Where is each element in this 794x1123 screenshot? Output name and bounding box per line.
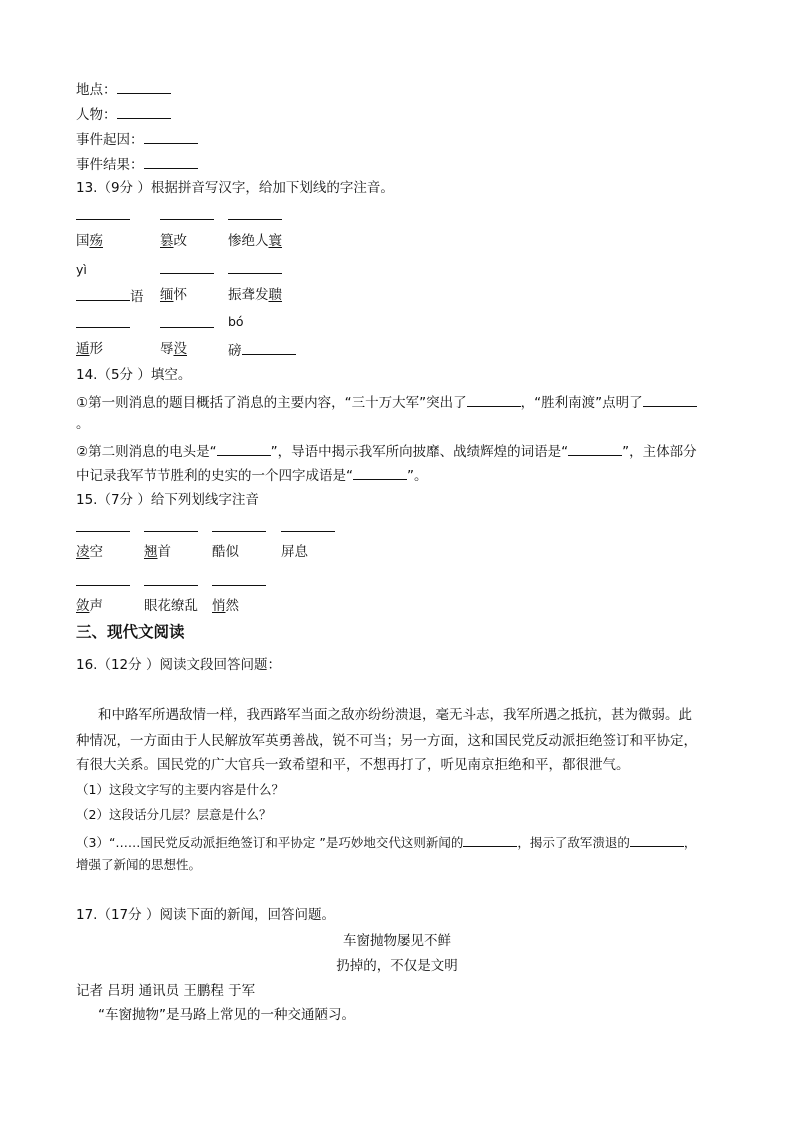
q13-blank-5[interactable] [228,259,282,274]
q13-blank-3[interactable] [228,205,282,220]
q13-blank-2[interactable] [160,205,214,220]
q15-word-3: 酷似 [212,544,239,560]
location-field [76,79,171,99]
q15-blank-2[interactable] [144,517,198,532]
news-headline: 车窗抛物屡见不鲜 [343,933,451,949]
q17-title: 17.（17分 ）阅读下面的新闻，回答问题。 [76,907,335,923]
characters-field [76,104,171,124]
q16-paragraph-line-1: 和中路军所遇敌情一样，我西路军当面之敌亦纷纷溃退，毫无斗志，我军所遇之抵抗，甚为微弱。此 [98,707,692,723]
q13-word-2: 篡改 [160,233,187,249]
q13-word-7: 遁形 [76,341,103,357]
q13-blank-6[interactable] [76,286,130,301]
q14-title: 14.（5分 ）填空。 [76,367,192,383]
q16-paragraph-line-3: 有很大关系。国民党的广大官兵一致希望和平，不想再打了，听见南京拒绝和平，都很泄气。 [76,757,630,773]
q13-blank-9[interactable] [242,340,296,355]
q15-blank-1[interactable] [76,517,130,532]
section-heading: 三、现代文阅读 [76,623,185,641]
q13-blank-7[interactable] [76,313,130,328]
q13-blank-1[interactable] [76,205,130,220]
q15-word-7: 悄然 [212,598,239,614]
q13-word-8: 辱没 [160,341,187,357]
q13-word-5: 缅怀 [160,287,187,303]
q14-blank-4[interactable] [568,441,622,456]
q16-sub-question-3: （3）“……国民党反动派拒绝签订和平协定 ”是巧妙地交代这则新闻的 ，揭示了敌军溃退的 ， [76,832,696,852]
location-blank[interactable] [117,79,171,94]
q14-line-3: 中记录我军节节胜利的史实的一个四字成语是“ ”。 [76,465,428,485]
cause-field [76,129,198,149]
q16-title: 16.（12分 ）阅读文段回答问题： [76,657,281,673]
cause-blank[interactable] [144,129,198,144]
q16-blank-2[interactable] [630,832,684,847]
pinyin-bo: bó [228,314,244,329]
result-label: 事件结果： [76,157,144,173]
q15-word-1: 凌空 [76,544,103,560]
q15-word-4: 屏息 [281,544,308,560]
q13-word-4: 语 [76,286,144,306]
q13-word-3: 惨绝人寰 [228,233,282,249]
q15-blank-7[interactable] [212,571,266,586]
news-subheadline: 扔掉的，不仅是文明 [336,958,458,974]
q14-blank-5[interactable] [353,465,407,480]
q14-blank-3[interactable] [217,441,271,456]
q13-word-6: 振聋发聩 [228,287,282,303]
q14-blank-2[interactable] [643,392,697,407]
news-first-sentence: “车窗抛物”是马路上常见的一种交通陋习。 [98,1007,355,1023]
news-byline: 记者 吕玥 通讯员 王鹏程 于军 [76,983,256,999]
q14-line-1: ①第一则消息的题目概括了消息的主要内容，“三十万大军”突出了 ，“胜利南渡”点明了 [76,392,697,412]
q16-sub-question-3-cont: 增强了新闻的思想性。 [76,857,202,872]
q15-blank-5[interactable] [76,571,130,586]
result-blank[interactable] [144,154,198,169]
q15-blank-3[interactable] [212,517,266,532]
characters-label: 人物： [76,107,117,123]
q14-line-2: ②第二则消息的电头是“ ”，导语中揭示我军所向披靡、战绩辉煌的词语是“ ”，主体部分 [76,441,697,461]
q15-title: 15.（7分 ）给下列划线字注音 [76,492,259,508]
q13-title: 13.（9分 ）根据拼音写汉字，给加下划线的字注音。 [76,180,394,196]
q16-blank-1[interactable] [463,832,517,847]
q15-word-6: 眼花缭乱 [144,598,198,614]
q16-sub-question-2: （2）这段话分几层？层意是什么？ [76,807,272,822]
q16-sub-question-1: （1）这段文字写的主要内容是什么？ [76,782,284,797]
q13-blank-8[interactable] [160,313,214,328]
q15-blank-4[interactable] [281,517,335,532]
q14-period: 。 [76,416,90,432]
result-field [76,154,198,174]
location-label: 地点： [76,82,117,98]
q14-blank-1[interactable] [467,392,521,407]
pinyin-yi: yì [76,262,87,277]
q13-word-9: 磅 [228,340,296,360]
q15-word-5: 敛声 [76,598,103,614]
q13-blank-4[interactable] [160,259,214,274]
q16-paragraph-line-2: 种情况，一方面由于人民解放军英勇善战，锐不可当；另一方面，这和国民党反动派拒绝签订和平协定， [76,733,697,749]
cause-label: 事件起因： [76,132,144,148]
q15-blank-6[interactable] [144,571,198,586]
characters-blank[interactable] [117,104,171,119]
q13-word-1: 国殇 [76,233,103,249]
q15-word-2: 翘首 [144,544,171,560]
